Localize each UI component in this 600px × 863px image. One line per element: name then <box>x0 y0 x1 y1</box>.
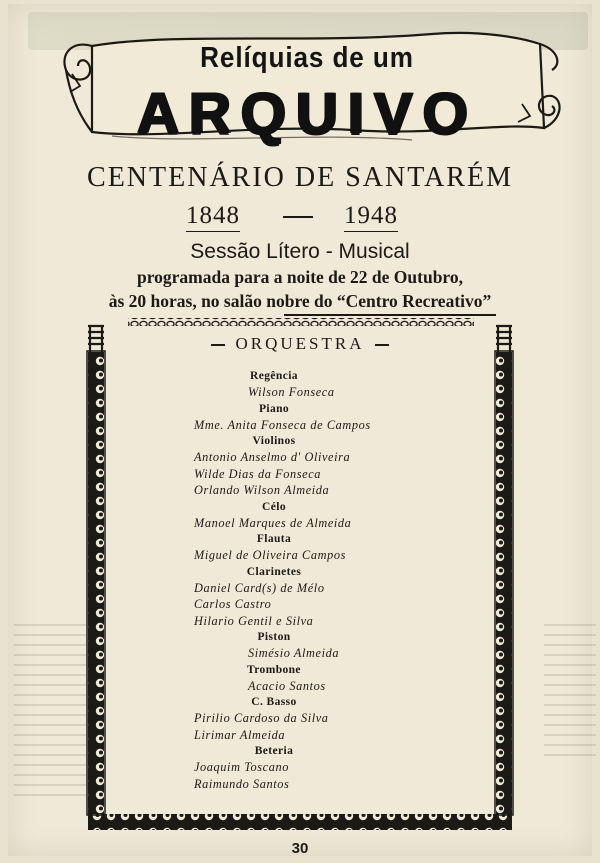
section-title: Célo <box>262 500 286 513</box>
orchestra-program <box>184 368 484 792</box>
year-range <box>8 202 592 234</box>
musician-name: Lirimar Almeida <box>194 727 286 742</box>
musician-name: Acacio Santos <box>248 678 326 693</box>
scroll-banner <box>52 24 562 154</box>
section-title: C. Basso <box>251 696 297 708</box>
musician-name: Miguel de Oliveira Campos <box>194 548 346 562</box>
banner-title: ARQUIVO <box>136 81 478 146</box>
section-title: Flauta <box>256 533 292 545</box>
musician-name: Antonio Anselmo d' Oliveira <box>194 450 351 464</box>
heading-dash-left <box>211 344 225 346</box>
bleed-through-text-right <box>544 624 596 764</box>
year-start: 1848 <box>186 202 240 232</box>
section-title: Piston <box>257 631 291 643</box>
musician-name: Simésio Almeida <box>248 646 340 660</box>
document-page <box>8 4 592 856</box>
session-title: Sessão Lítero - Musical <box>190 240 410 263</box>
musician-name: Hilario Gentil e Silva <box>194 613 314 628</box>
orchestra-heading <box>8 334 592 354</box>
musician-name: Carlos Castro <box>194 597 272 611</box>
banner-subtitle: Relíquias de um <box>200 42 414 74</box>
heading-dash-right <box>375 344 389 346</box>
musician-name: Daniel Card(s) de Mélo <box>194 580 325 595</box>
musician-name: Pirilio Cardoso da Silva <box>194 711 329 725</box>
section-title: Regência <box>250 370 298 382</box>
musician-name: Mme. Anita Fonseca de Campos <box>194 417 371 432</box>
musician-name: Wilson Fonseca <box>248 385 335 399</box>
section-title: Beteria <box>254 745 294 757</box>
year-end: 1948 <box>344 202 398 232</box>
musician-name: Orlando Wilson Almeida <box>194 483 330 497</box>
musician-name: Manoel Marques de Almeida <box>194 515 352 530</box>
section-title: Trombone <box>247 663 301 676</box>
page-number: 30 <box>291 840 309 857</box>
year-dash <box>283 216 313 218</box>
musician-name: Raimundo Santos <box>194 776 290 791</box>
section-title: Piano <box>258 402 290 415</box>
section-title: Clarinetes <box>246 565 302 578</box>
section-title: Violinos <box>252 435 296 447</box>
event-title: CENTENÁRIO DE SANTARÉM <box>87 162 513 193</box>
schedule-line-1: programada para a noite de 22 de Outubro, <box>136 267 464 287</box>
musician-name: Wilde Dias da Fonseca <box>194 466 322 481</box>
schedule-line-2: às 20 horas, no salão nobre do “Centro Recreativo” <box>108 291 492 311</box>
musician-name: Joaquim Toscano <box>194 760 289 774</box>
orchestra-title: ORQUESTRA <box>235 334 365 353</box>
